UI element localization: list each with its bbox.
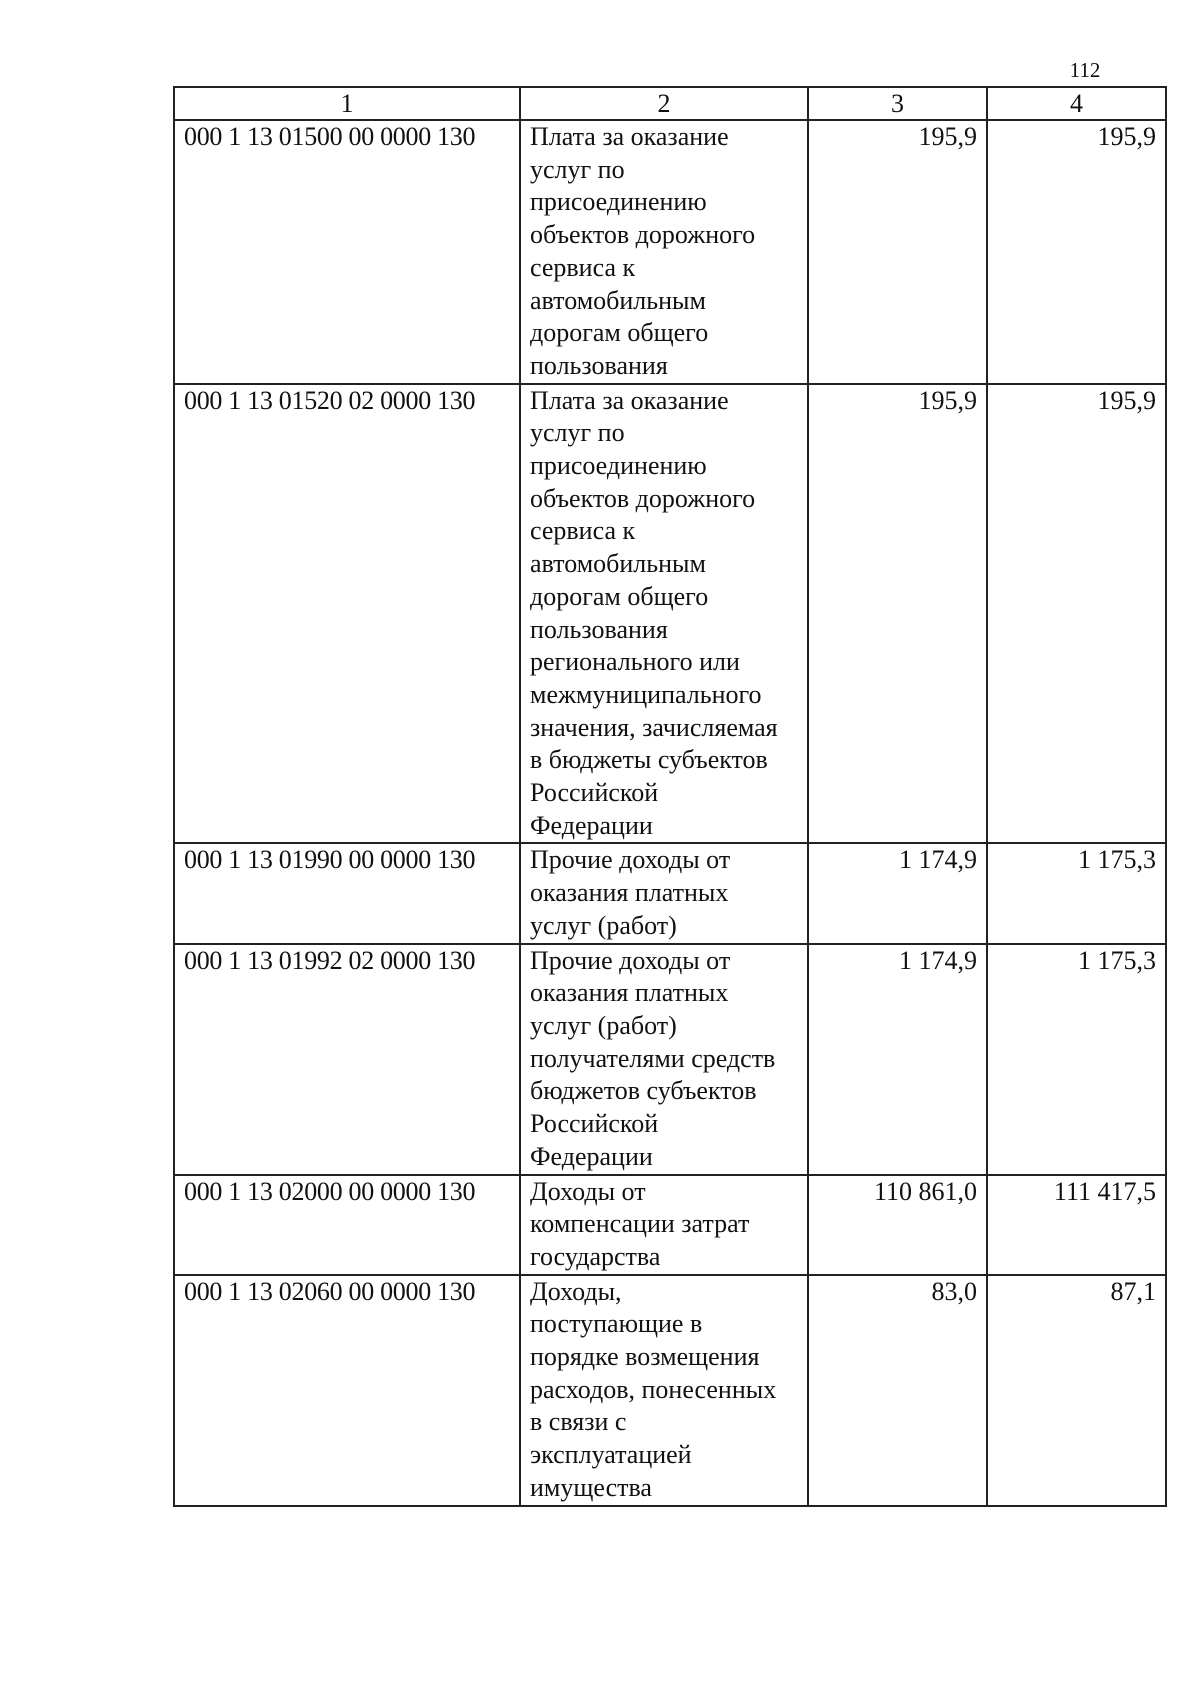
name-line: сервиса к [530,252,636,282]
header-col-2: 2 [520,87,808,120]
page-number: 112 [1069,58,1101,82]
name-line: объектов дорожного [530,483,756,513]
name-line: получателями средств [530,1043,776,1073]
name-line: сервиса к [530,516,636,546]
name-line: расходов, понесенных [530,1374,777,1404]
code-cell: 000 1 13 01992 02 0000 130 [174,944,520,1175]
name-line: автомобильным [530,285,706,315]
table-row [174,1275,1166,1506]
name-line: оказания платных [530,878,729,908]
name-line: услуг (работ) [530,1010,677,1040]
name-line: компенсации затрат [530,1209,750,1239]
code-cell: 000 1 13 02000 00 0000 130 [174,1175,520,1275]
amount-col-4: 111 417,5 [987,1175,1166,1275]
name-line: имущества [530,1472,652,1502]
name-line: Доходы от [530,1176,646,1206]
name-line: пользования [530,350,668,380]
amount-col-3: 110 861,0 [808,1175,987,1275]
name-line: в бюджеты субъектов [530,745,768,775]
name-line: межмуниципального [530,679,762,709]
name-line: порядке возмещения [530,1342,760,1372]
name-line: услуг по [530,418,625,448]
name-line: Прочие доходы от [530,945,731,975]
name-line: значения, зачисляемая [530,712,778,742]
name-cell [520,944,808,1175]
name-line: Российской [530,1109,659,1139]
name-line: в связи с [530,1407,627,1437]
table-row [174,944,1166,1175]
amount-col-3: 195,9 [808,120,987,384]
table-body [174,120,1166,1506]
name-line: Федерации [530,810,653,840]
name-cell [520,384,808,844]
amount-col-4: 195,9 [987,384,1166,844]
code-cell: 000 1 13 02060 00 0000 130 [174,1275,520,1506]
table-row [174,384,1166,844]
name-line: присоединению [530,187,707,217]
table-row [174,120,1166,384]
amount-col-3: 195,9 [808,384,987,844]
revenue-table [173,86,1167,1507]
name-line: автомобильным [530,549,706,579]
code-cell: 000 1 13 01990 00 0000 130 [174,843,520,943]
table-row [174,843,1166,943]
name-cell [520,120,808,384]
name-line: услуг по [530,154,625,184]
name-line: объектов дорожного [530,220,756,250]
name-line: пользования [530,614,668,644]
amount-col-4: 195,9 [987,120,1166,384]
name-line: Федерации [530,1141,653,1171]
name-line: присоединению [530,451,707,481]
name-line: дорогам общего [530,581,709,611]
amount-col-4: 1 175,3 [987,944,1166,1175]
code-cell: 000 1 13 01520 02 0000 130 [174,384,520,844]
name-line: Доходы, [530,1276,622,1306]
name-line: бюджетов субъектов [530,1076,757,1106]
header-row [174,87,1166,120]
name-cell [520,1175,808,1275]
amount-col-4: 87,1 [987,1275,1166,1506]
amount-col-4: 1 175,3 [987,843,1166,943]
name-cell [520,1275,808,1506]
name-line: услуг (работ) [530,910,677,940]
name-line: Плата за оказание [530,385,729,415]
name-line: эксплуатацией [530,1440,692,1470]
table-row [174,1175,1166,1275]
amount-col-3: 1 174,9 [808,944,987,1175]
name-line: Прочие доходы от [530,845,731,875]
name-line: дорогам общего [530,318,709,348]
name-line: государства [530,1241,661,1271]
header-col-1: 1 [174,87,520,120]
name-line: поступающие в [530,1309,703,1339]
name-line: оказания платных [530,978,729,1008]
header-col-4: 4 [987,87,1166,120]
name-cell [520,843,808,943]
name-line: Плата за оказание [530,122,729,151]
amount-col-3: 1 174,9 [808,843,987,943]
header-col-3: 3 [808,87,987,120]
name-line: регионального или [530,647,740,677]
amount-col-3: 83,0 [808,1275,987,1506]
name-line: Российской [530,778,659,808]
code-cell: 000 1 13 01500 00 0000 130 [174,120,520,384]
